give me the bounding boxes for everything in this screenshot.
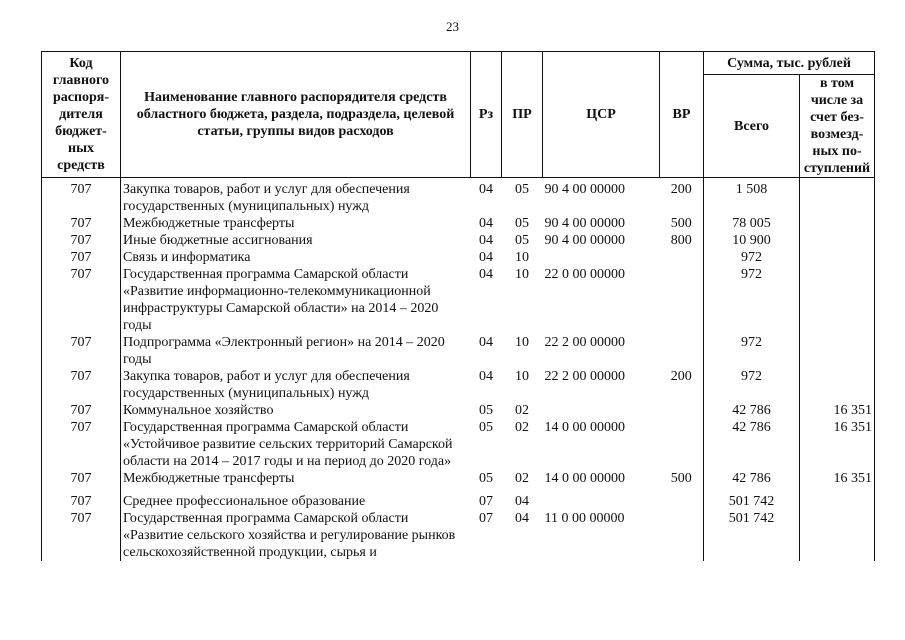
row-pr: 10 [515, 335, 529, 350]
row-name: Подпрограмма «Электронный регион» на 2014 – 2020 годы [121, 334, 471, 368]
table-row [42, 232, 875, 249]
row-csr: 22 0 00 00000 [544, 267, 625, 282]
row-name: Связь и информатика [121, 249, 471, 266]
row-pr: 02 [515, 471, 529, 486]
row-free: 16 351 [800, 419, 875, 470]
table-row [42, 470, 875, 487]
row-vr [660, 249, 704, 266]
table-row [42, 215, 875, 232]
header-total: Всего [704, 75, 800, 178]
table-row [42, 266, 875, 334]
row-rz: 07 [479, 494, 493, 509]
row-vr: 200 [670, 182, 692, 197]
header-amount: Сумма, тыс. рублей [704, 52, 875, 75]
row-free [800, 215, 875, 232]
table-row [42, 178, 875, 216]
row-pr: 10 [515, 369, 529, 384]
table-row [42, 368, 875, 402]
row-name: Закупка товаров, работ и услуг для обеспечения государственных (муниципальных) нужд [121, 178, 471, 216]
row-free [800, 178, 875, 216]
budget-table [41, 51, 875, 561]
row-name: Межбюджетные трансферты [121, 215, 471, 232]
row-csr [543, 487, 660, 510]
table-row [42, 510, 875, 561]
row-name: Среднее профессиональное образование [121, 487, 471, 510]
row-name: Государственная программа Самарской области «Развитие информационно-телекоммуникационной инфраструктуры Самарской области» на 2014 – 2020 годы [121, 266, 471, 334]
row-vr: 500 [670, 471, 692, 486]
row-vr: 800 [670, 233, 692, 248]
row-code: 707 [42, 178, 121, 216]
row-vr [660, 510, 704, 561]
table-row [42, 487, 875, 510]
row-rz: 05 [479, 403, 493, 418]
row-rz: 05 [479, 471, 493, 486]
row-code: 707 [42, 402, 121, 419]
row-pr: 05 [515, 182, 529, 197]
row-total: 501 742 [704, 510, 800, 561]
row-pr: 04 [515, 511, 529, 526]
header-name: Наименование главного распорядителя средств областного бюджета, раздела, подраздела, целевой статьи, группы видов расходов [121, 52, 471, 178]
row-code: 707 [42, 470, 121, 487]
row-csr: 22 2 00 00000 [544, 369, 625, 384]
row-rz: 04 [479, 369, 493, 384]
row-vr [660, 402, 704, 419]
row-name: Коммунальное хозяйство [121, 402, 471, 419]
row-rz: 04 [479, 182, 493, 197]
table-row [42, 249, 875, 266]
row-total: 1 508 [704, 178, 800, 216]
row-pr: 05 [515, 233, 529, 248]
header-rz: Рз [471, 52, 502, 178]
row-free [800, 266, 875, 334]
row-total: 42 786 [704, 402, 800, 419]
row-code: 707 [42, 249, 121, 266]
row-rz: 04 [479, 335, 493, 350]
page-number: 23 [446, 19, 459, 34]
row-free: 16 351 [800, 470, 875, 487]
row-total: 972 [704, 266, 800, 334]
row-total: 42 786 [704, 470, 800, 487]
row-pr: 10 [515, 267, 529, 282]
row-name: Закупка товаров, работ и услуг для обеспечения государственных (муниципальных) нужд [121, 368, 471, 402]
row-rz: 05 [479, 420, 493, 435]
row-free [800, 334, 875, 368]
row-csr: 22 2 00 00000 [544, 335, 625, 350]
table-row [42, 419, 875, 470]
row-free [800, 487, 875, 510]
row-rz: 04 [479, 267, 493, 282]
table-row [42, 334, 875, 368]
row-rz: 04 [479, 233, 493, 248]
row-name: Иные бюджетные ассигнования [121, 232, 471, 249]
row-vr [660, 334, 704, 368]
row-total: 78 005 [704, 215, 800, 232]
row-code: 707 [42, 368, 121, 402]
row-csr: 14 0 00 00000 [544, 471, 625, 486]
header-vr: ВР [660, 52, 704, 178]
row-vr: 500 [670, 216, 692, 231]
row-free [800, 232, 875, 249]
row-csr: 90 4 00 00000 [544, 233, 625, 248]
row-vr [660, 266, 704, 334]
row-code: 707 [42, 510, 121, 561]
row-pr: 04 [515, 494, 529, 509]
row-name: Государственная программа Самарской области «Устойчивое развитие сельских территорий Самарской области на 2014 – 2017 годы и на период до 2020 года» [121, 419, 471, 470]
table-row [42, 402, 875, 419]
row-pr: 10 [515, 250, 529, 265]
header-free: в том числе за счет без-возмезд-ных по-ступлений [800, 75, 875, 178]
row-total: 972 [704, 368, 800, 402]
row-name: Государственная программа Самарской области «Развитие сельского хозяйства и регулирование рынков сельскохозяйственной продукции, сырья и [121, 510, 471, 561]
row-code: 707 [42, 334, 121, 368]
row-free: 16 351 [800, 402, 875, 419]
row-code: 707 [42, 232, 121, 249]
row-pr: 05 [515, 216, 529, 231]
row-rz: 07 [479, 511, 493, 526]
row-csr: 90 4 00 00000 [544, 182, 625, 197]
row-csr: 14 0 00 00000 [544, 420, 625, 435]
row-rz: 04 [479, 216, 493, 231]
row-total: 972 [704, 249, 800, 266]
row-code: 707 [42, 215, 121, 232]
row-csr [543, 402, 660, 419]
row-name: Межбюджетные трансферты [121, 470, 471, 487]
row-total: 10 900 [704, 232, 800, 249]
row-code: 707 [42, 487, 121, 510]
row-rz: 04 [479, 250, 493, 265]
row-code: 707 [42, 266, 121, 334]
row-vr [660, 487, 704, 510]
row-csr [543, 249, 660, 266]
row-free [800, 368, 875, 402]
row-free [800, 249, 875, 266]
row-code: 707 [42, 419, 121, 470]
row-free [800, 510, 875, 561]
row-total: 42 786 [704, 419, 800, 470]
row-vr: 200 [670, 369, 692, 384]
row-pr: 02 [515, 420, 529, 435]
row-total: 501 742 [704, 487, 800, 510]
row-pr: 02 [515, 403, 529, 418]
row-csr: 11 0 00 00000 [544, 511, 625, 526]
row-csr: 90 4 00 00000 [544, 216, 625, 231]
row-vr [660, 419, 704, 470]
header-pr: ПР [502, 52, 543, 178]
row-total: 972 [704, 334, 800, 368]
header-code: Код главного распоря-дителя бюджет-ных средств [42, 52, 121, 178]
header-csr: ЦСР [543, 52, 660, 178]
